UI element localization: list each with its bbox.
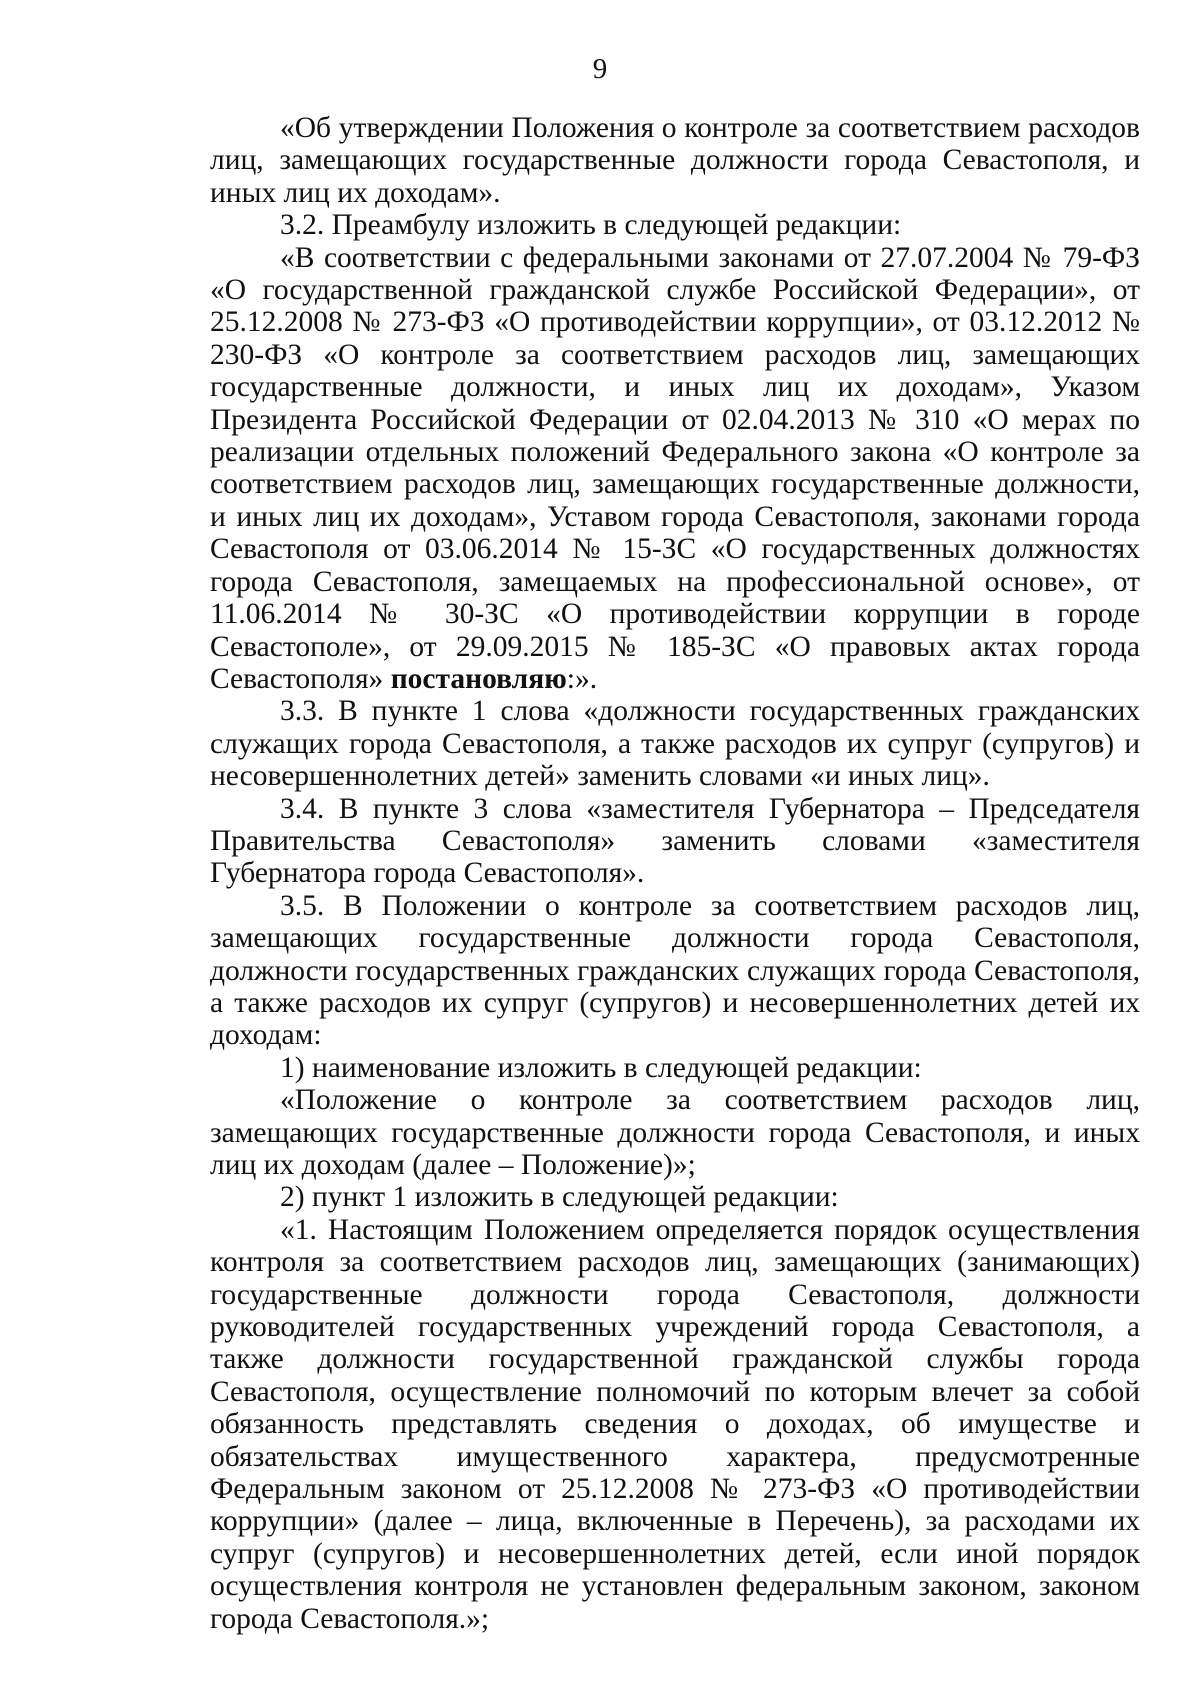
paragraph-item-2: 2) пункт 1 изложить в следующей редакции: bbox=[280, 1181, 839, 1214]
paragraph-title-continuation: «Об утверждении Положения о контроле за соответствием расходов лиц, замещающих государственные должности города Севастополя, и иных лиц их доходам». bbox=[210, 112, 1140, 209]
paragraph-3-3: 3.3. В пункте 1 слова «должности государственных гражданских служащих города Севастополя, а также расходов их супруг (супругов) и несовершеннолетних детей» заменить словами «и иных лиц». bbox=[210, 695, 1140, 793]
preamble-tail: :». bbox=[566, 662, 598, 695]
paragraph-3-4: 3.4. В пункте 3 слова «заместителя Губернатора – Председателя Правительства Севастополя» заменить словами «заместителя Губернатора города Севастополя». bbox=[210, 792, 1140, 890]
paragraph-3-5: 3.5. В Положении о контроле за соответствием расходов лиц, замещающих государственные должности города Севастополя, должности государственных гражданских служащих города Севастополя, а также расходов их супруг (супругов) и несовершеннолетних детей их доходам: bbox=[210, 889, 1140, 1052]
paragraph-item-1-quote: «Положение о контроле за соответствием расходов лиц, замещающих государственные должности города Севастополя, и иных лиц их доходам (далее – Положение)»; bbox=[210, 1084, 1140, 1181]
preamble-bold-word: постановляю bbox=[390, 662, 567, 695]
page-number: 9 bbox=[592, 53, 608, 85]
preamble-text: «В соответствии с федеральными законами от 27.07.2004 № 79-ФЗ «О государственной гражданской службе Российской Федерации», от 25.12.2008 № 273-ФЗ «О противодействии коррупции», от 03.12.2012 № 230-ФЗ «О контроле за соответствием расходов лиц, замещающих государственные должности, и иных лиц их доходам», Указом Президента Российской Федерации от 02.04.2013 № 310 «О мерах по реализации отдельных положений Федерального закона «О контроле за соответствием расходов лиц, замещающих государственные должности, и иных лиц их доходам», Уставом города Севастополя, законами города Севастополя от 03.06.2014 № 15-ЗС «О государственных должностях города Севастополя, замещаемых на профессиональной основе», от 11.06.2014 № 30-ЗС «О противодействии коррупции в городе Севастополе», от 29.09.2015 № 185-ЗС «О правовых актах города Севастополя» bbox=[210, 241, 1140, 695]
paragraph-item-2-quote: «1. Настоящим Положением определяется порядок осуществления контроля за соответствием расходов лиц, замещающих (занимающих) государственные должности города Севастополя, должности руководителей государственных учреждений города Севастополя, а также должности государственной гражданской службы города Севастополя, осуществление полномочий по которым влечет за собой обязанность представлять сведения о доходах, об имуществе и обязательствах имущественного характера, предусмотренные Федеральным законом от 25.12.2008 № 273-ФЗ «О противодействии коррупции» (далее – лица, включенные в Перечень), за расходами их супруг (супругов) и несовершеннолетних детей, если иной порядок осуществления контроля не установлен федеральным законом, законом города Севастополя.»; bbox=[210, 1213, 1140, 1635]
document-body bbox=[210, 112, 1140, 1635]
paragraph-item-1: 1) наименование изложить в следующей редакции: bbox=[280, 1051, 922, 1084]
paragraph-preamble bbox=[210, 242, 1140, 696]
paragraph-3-2: 3.2. Преамбулу изложить в следующей редакции: bbox=[280, 209, 902, 242]
